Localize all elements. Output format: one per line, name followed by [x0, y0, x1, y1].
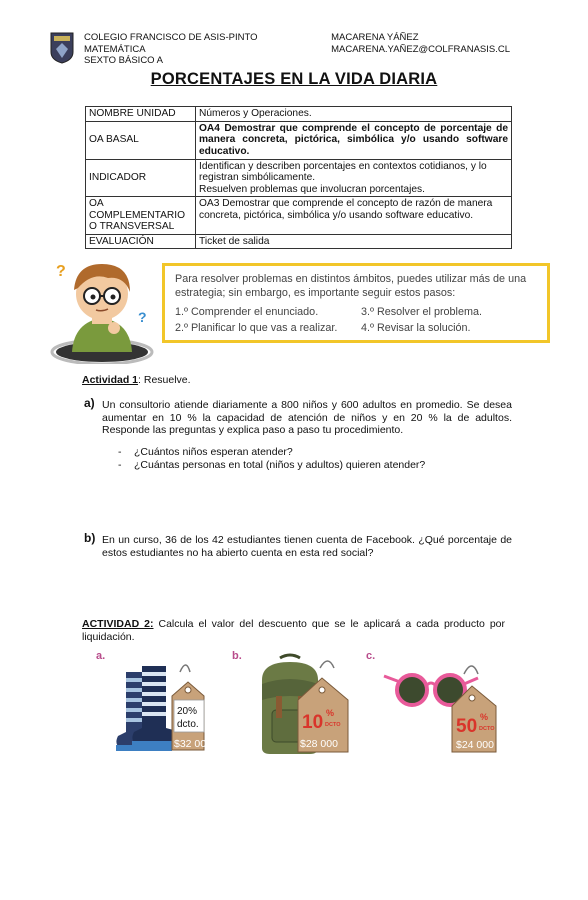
bullet-text: ¿Cuántas personas en total (niños y adultos) quieren atender? [134, 458, 426, 471]
steps-list [175, 306, 537, 334]
price-label: $32 000 [174, 738, 212, 750]
product-a-letter: a. [96, 650, 106, 662]
product-a [110, 652, 234, 764]
activity2-heading [82, 618, 505, 643]
steps-intro: Para resolver problemas en distintos ámbitos, puedes utilizar más de una estrategia; sin embargo, es importante seguir estos pasos: [175, 273, 527, 299]
bullet-dash: - [118, 446, 122, 458]
page-title: PORCENTAJES EN LA VIDA DIARIA [150, 70, 438, 88]
table-row [86, 234, 512, 249]
price-label: $28 000 [300, 738, 338, 750]
table-row [86, 121, 512, 159]
school-info [84, 32, 258, 67]
teacher-email: MACARENA.YAÑEZ@COLFRANASIS.CL [331, 43, 510, 55]
question-a-text: Un consultorio atiende diariamente a 800 niños y 600 adultos en promedio. Se desea aumentar en 10 % la capacidad de atención de niños y en 20 % la de adultos. Responde las preguntas y explica paso a paso tu procedimiento. [102, 399, 512, 436]
row-value: Ticket de salida [196, 234, 512, 249]
discount-line2: dcto. [177, 719, 199, 730]
discount-percent: % [326, 708, 335, 718]
subject-name: MATEMÁTICA [84, 43, 146, 55]
row-key: NOMBRE UNIDAD [86, 107, 196, 122]
row-key: INDICADOR [86, 159, 196, 197]
document-header [50, 30, 520, 70]
activity1-instruction: : Resuelve. [138, 374, 191, 386]
teacher-name: MACARENA YÁÑEZ [331, 32, 419, 43]
discount-line1: 20% [177, 706, 198, 717]
key-line: OA [89, 198, 104, 209]
row-value: OA4 Demostrar que comprende el concepto de porcentaje de manera concreta, pictórica, simbólica y/o usando software educativo. [196, 121, 512, 159]
steps-box [162, 263, 550, 343]
discount-dcto: DCTO [325, 722, 341, 728]
step-item: 1.º Comprender el enunciado. [175, 306, 319, 318]
row-key [86, 197, 196, 235]
grade-name: SEXTO BÁSICO A [84, 55, 164, 66]
key-line: COMPLEMENTARIO [89, 209, 186, 221]
price-tag [172, 665, 212, 750]
step-item: 4.º Revisar la solución. [361, 322, 471, 334]
discount-percent: % [480, 712, 489, 722]
bullet-dash: - [118, 458, 122, 471]
table-row [86, 197, 512, 235]
thinking-kid-icon [48, 252, 156, 364]
key-line: O TRANSVERSAL [89, 221, 175, 232]
school-crest-icon [50, 32, 74, 64]
product-b [250, 652, 356, 764]
question-b-letter: b) [84, 531, 96, 545]
price-label: $24 000 [456, 739, 494, 751]
product-b-letter: b. [232, 650, 242, 662]
discount-dcto: DCTO [479, 726, 495, 732]
row-key: OA BASAL [86, 121, 196, 159]
step-item: 2.º Planificar lo que vas a realizar. [175, 322, 338, 334]
row-value: OA3 Demostrar que comprende el concepto de razón de manera concreta, pictórica, simbólica y/o usando software educativo. [196, 197, 512, 235]
table-row [86, 107, 512, 122]
list-item [118, 446, 425, 459]
discount-number: 50 [456, 716, 478, 737]
school-name: COLEGIO FRANCISCO DE ASIS-PINTO [84, 32, 258, 43]
row-value [196, 159, 512, 197]
table-row [86, 159, 512, 197]
list-item [118, 459, 425, 472]
activity1-label: Actividad 1 [82, 374, 139, 386]
info-table [85, 106, 512, 249]
product-c-letter: c. [366, 650, 376, 662]
discount-number: 10 [302, 712, 324, 733]
product-c [380, 652, 506, 764]
bullet-text: ¿Cuántos niños esperan atender? [134, 446, 293, 458]
svg-text:?: ? [138, 309, 147, 325]
question-a-letter: a) [84, 396, 95, 410]
indicator-2: Resuelven problemas que involucran porcentajes. [199, 183, 425, 195]
question-b-text: En un curso, 36 de los 42 estudiantes tienen cuenta de Facebook. ¿Qué porcentaje de estos estudiantes no ha abierto cuenta en esta red social? [102, 534, 512, 559]
svg-text:?: ? [56, 263, 66, 280]
teacher-info [331, 32, 510, 55]
question-a-bullets [118, 446, 425, 471]
activity2-label: ACTIVIDAD 2: [82, 618, 154, 630]
activity1-heading [82, 374, 191, 386]
row-key: EVALUACIÓN [86, 234, 196, 249]
step-item: 3.º Resolver el problema. [361, 306, 482, 318]
activity2-text: Calcula el valor del descuento que se le aplicará a cada producto por liquidación. [82, 618, 505, 643]
row-value: Números y Operaciones. [196, 107, 512, 122]
indicator-1: Identifican y describen porcentajes en contextos cotidianos, y lo registran simbólicamente. [199, 160, 487, 183]
